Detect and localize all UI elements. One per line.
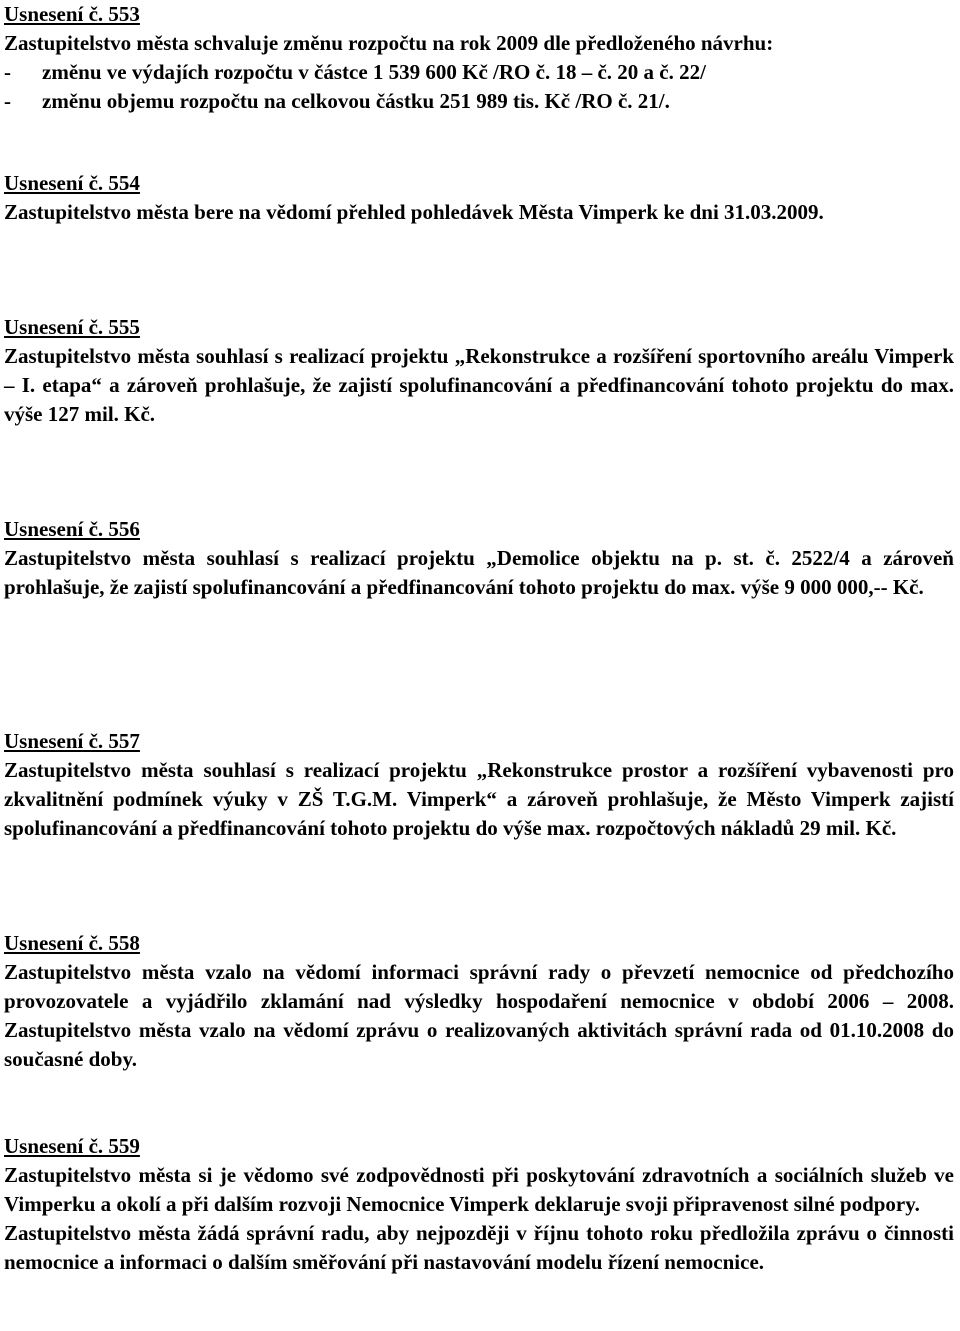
resolution-text: Zastupitelstvo města žádá správní radu, aby nejpozději v říjnu tohoto roku předložila zprávu o činnosti nemocnice a informaci o dalším směřování při nastavování modelu řízení nemocnice.: [4, 1221, 954, 1274]
resolution-558: [4, 929, 954, 1074]
resolution-557: [4, 727, 954, 843]
resolution-heading: Usnesení č. 553: [4, 2, 140, 26]
list-marker: -: [4, 60, 11, 84]
resolution-heading: Usnesení č. 558: [4, 931, 140, 955]
resolution-554: [4, 169, 954, 227]
list-item-text: změnu objemu rozpočtu na celkovou částku 251 989 tis. Kč /RO č. 21/.: [42, 89, 670, 113]
resolution-text: Zastupitelstvo města souhlasí s realizací projektu „Demolice objektu na p. st. č. 2522/4 a zároveň prohlašuje, že zajistí spolufinancování a předfinancování tohoto projektu do max. výše 9 000 000,-- Kč.: [4, 546, 954, 599]
resolution-text: Zastupitelstvo města vzalo na vědomí informaci správní rady o převzetí nemocnice od předchozího provozovatele a vyjádřilo zklamání nad výsledky hospodaření nemocnice v období 2006 – 2008. Zastupitelstvo města vzalo na vědomí zprávu o realizovaných aktivitách správní rada od 01.10.2008 do současné doby.: [4, 960, 954, 1071]
resolution-heading: Usnesení č. 556: [4, 517, 140, 541]
list-item: [4, 58, 954, 87]
resolution-text: Zastupitelstvo města souhlasí s realizací projektu „Rekonstrukce a rozšíření sportovního areálu Vimperk – I. etapa“ a zároveň prohlašuje, že zajistí spolufinancování a předfinancování tohoto projektu do max. výše 127 mil. Kč.: [4, 344, 954, 426]
list-item: [4, 87, 954, 116]
resolution-text: Zastupitelstvo města si je vědomo své zodpovědnosti při poskytování zdravotních a sociálních služeb ve Vimperku a okolí a při dalším rozvoji Nemocnice Vimperk deklaruje svoji připravenost silné podpory.: [4, 1163, 954, 1216]
resolution-text: Zastupitelstvo města schvaluje změnu rozpočtu na rok 2009 dle předloženého návrhu:: [4, 31, 774, 55]
resolution-heading: Usnesení č. 559: [4, 1134, 140, 1158]
resolution-heading: Usnesení č. 557: [4, 729, 140, 753]
resolution-556: [4, 515, 954, 602]
resolution-559: [4, 1132, 954, 1277]
resolution-text: Zastupitelstvo města bere na vědomí přehled pohledávek Města Vimperk ke dni 31.03.2009.: [4, 200, 824, 224]
resolution-555: [4, 313, 954, 429]
list-marker: -: [4, 89, 11, 113]
resolution-553: [4, 0, 954, 116]
resolution-heading: Usnesení č. 554: [4, 171, 140, 195]
list-item-text: změnu ve výdajích rozpočtu v částce 1 539 600 Kč /RO č. 18 – č. 20 a č. 22/: [42, 60, 706, 84]
resolution-heading: Usnesení č. 555: [4, 315, 140, 339]
resolution-text: Zastupitelstvo města souhlasí s realizací projektu „Rekonstrukce prostor a rozšíření vybavenosti pro zkvalitnění podmínek výuky v ZŠ T.G.M. Vimperk“ a zároveň prohlašuje, že Město Vimperk zajistí spolufinancování a předfinancování tohoto projektu do výše max. rozpočtových nákladů 29 mil. Kč.: [4, 758, 954, 840]
